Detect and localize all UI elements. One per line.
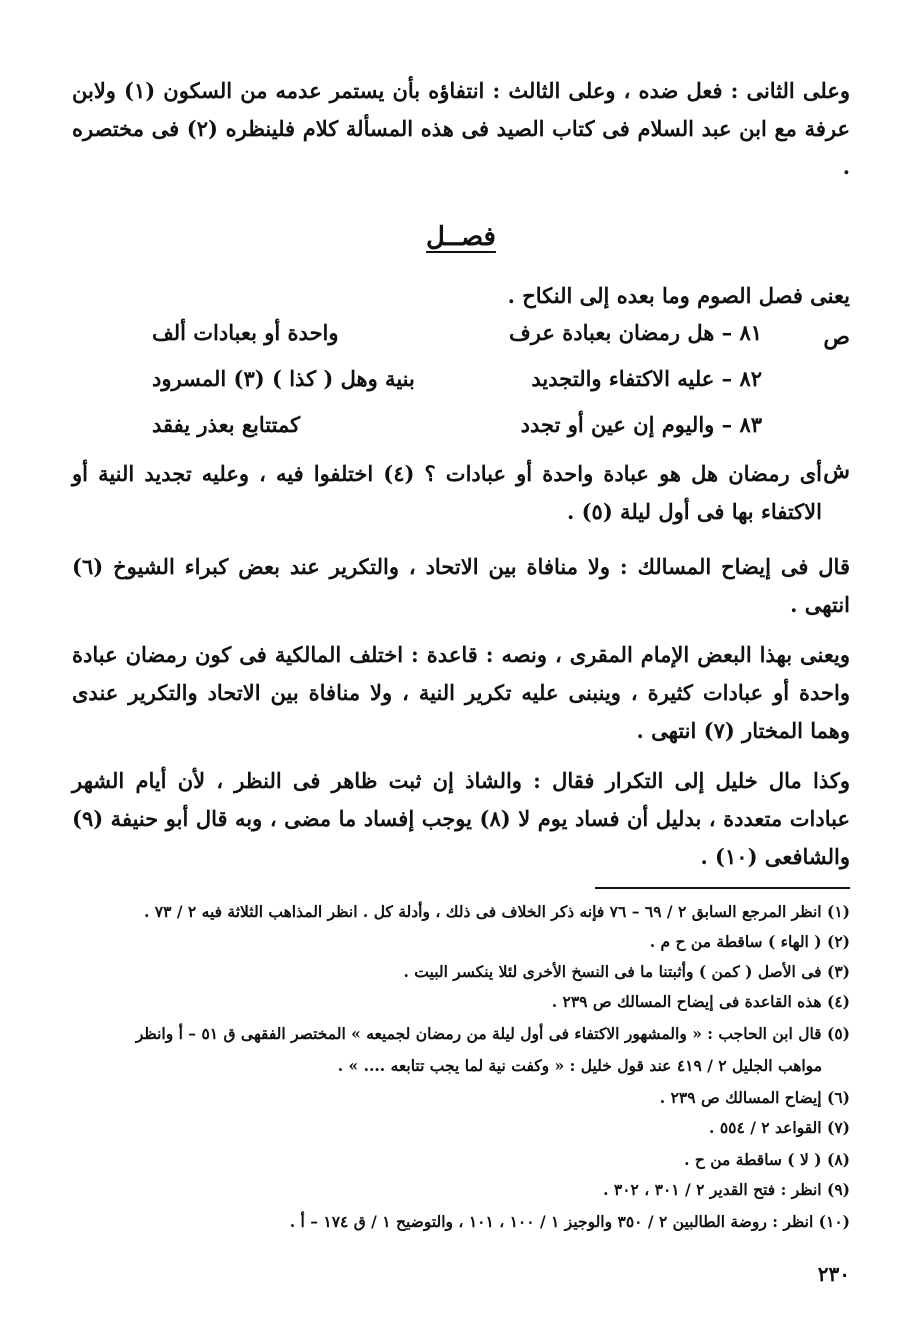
footnote: (١) انظر المرجع السابق ٢ / ٦٩ – ٧٦ فإنه ذكر الخلاف فى ذلك ، وأدلة كل . انظر المذاهب الثلاثة فيه ٢ / ٧٣ . — [143, 902, 850, 921]
body-paragraph: قال فى إيضاح المسالك : ولا منافاة بين الاتحاد ، والتكرير عند بعض كبراء الشيوخ (٦) انتهى . — [72, 554, 850, 617]
verse-hemistich-first: ٨١ – هل رمضان بعبادة عرف — [509, 320, 762, 345]
page-number: ٢٣٠ — [817, 1262, 850, 1286]
commentary-paragraph: أى رمضان هل هو عبادة واحدة أو عبادات ؟ (٤) اختلفوا فيه ، وعليه تجديد النية أو الاكتفاء بها فى أول ليلة (٥) . — [72, 461, 822, 524]
verse-hemistich-second: بنية وهل ( كذا ) (٣) المسرود — [152, 366, 415, 391]
footnote: (٢) ( الهاء ) ساقطة من ح م . — [649, 932, 850, 951]
opening-paragraph: وعلى الثانى : فعل ضده ، وعلى الثالث : انتفاؤه بأن يستمر عدمه من السكون (١) ولابن عرفة مع ابن عبد السلام فى كتاب الصيد فى هذه المسألة كلام فلينظره (٢) فى مختصره . — [72, 78, 850, 179]
footnote: (٧) القواعد ٢ / ٥٥٤ . — [709, 1118, 850, 1137]
section-intro: يعنى فصل الصوم وما بعده إلى النكاح . — [507, 283, 850, 308]
footnote: (٩) انظر : فتح القدير ٢ / ٣٠١ ، ٣٠٢ . — [603, 1180, 850, 1199]
footnote: (٦) إيضاح المسالك ص ٢٣٩ . — [659, 1088, 850, 1107]
verse-hemistich-second: كمتتابع بعذر يفقد — [152, 412, 301, 437]
section-title: فصــل — [426, 222, 496, 252]
commentary-marker: ش — [823, 458, 850, 484]
footnote: (٥) قال ابن الحاجب : « والمشهور الاكتفاء فى أول ليلة من رمضان لجميعه » المختصر الفقهى ق ٥١ – أ وانظر — [135, 1024, 850, 1043]
verse-line — [152, 366, 762, 406]
footnote: (٨) ( لا ) ساقطة من ح . — [684, 1150, 850, 1169]
footnote: (٤) هذه القاعدة فى إيضاح المسالك ص ٢٣٩ . — [551, 992, 850, 1011]
verse-marker: ص — [823, 324, 850, 350]
verse-hemistich-second: واحدة أو بعبادات ألف — [152, 320, 339, 345]
body-paragraph: وكذا مال خليل إلى التكرار فقال : والشاذ إن ثبت ظاهر فى النظر ، لأن أيام الشهر عبادات متعددة ، بدليل أن فساد يوم لا (٨) يوجب إفساد ما مضى ، وبه قال أبو حنيفة (٩) والشافعى (١٠) . — [72, 768, 850, 869]
footnote-separator — [595, 887, 850, 889]
verse-hemistich-first: ٨٢ – عليه الاكتفاء والتجديد — [531, 366, 762, 391]
footnote: (١٠) انظر : روضة الطالبين ٢ / ٣٥٠ والوجيز ١ / ١٠٠ ، ١٠١ ، والتوضيح ١ / ق ١٧٤ – أ . — [289, 1212, 850, 1231]
verse-hemistich-first: ٨٣ – واليوم إن عين أو تجدد — [520, 412, 762, 437]
verse-line — [152, 320, 762, 360]
verse-line — [152, 412, 762, 452]
footnote: (٣) فى الأصل ( كمن ) وأثبتنا ما فى النسخ الأخرى لئلا ينكسر البيت . — [403, 962, 850, 981]
footnote-continuation: مواهب الجليل ٢ / ٤١٩ عند قول خليل : « وكفت نية لما يجب تتابعه .... » . — [337, 1056, 822, 1075]
body-paragraph: ويعنى بهذا البعض الإمام المقرى ، ونصه : قاعدة : اختلف المالكية فى كون رمضان عبادة واحدة أو عبادات كثيرة ، وينبنى عليه تكرير النية ، ولا منافاة بين الاتحاد والتكرير عندى وهما المختار (٧) انتهى . — [72, 642, 850, 743]
